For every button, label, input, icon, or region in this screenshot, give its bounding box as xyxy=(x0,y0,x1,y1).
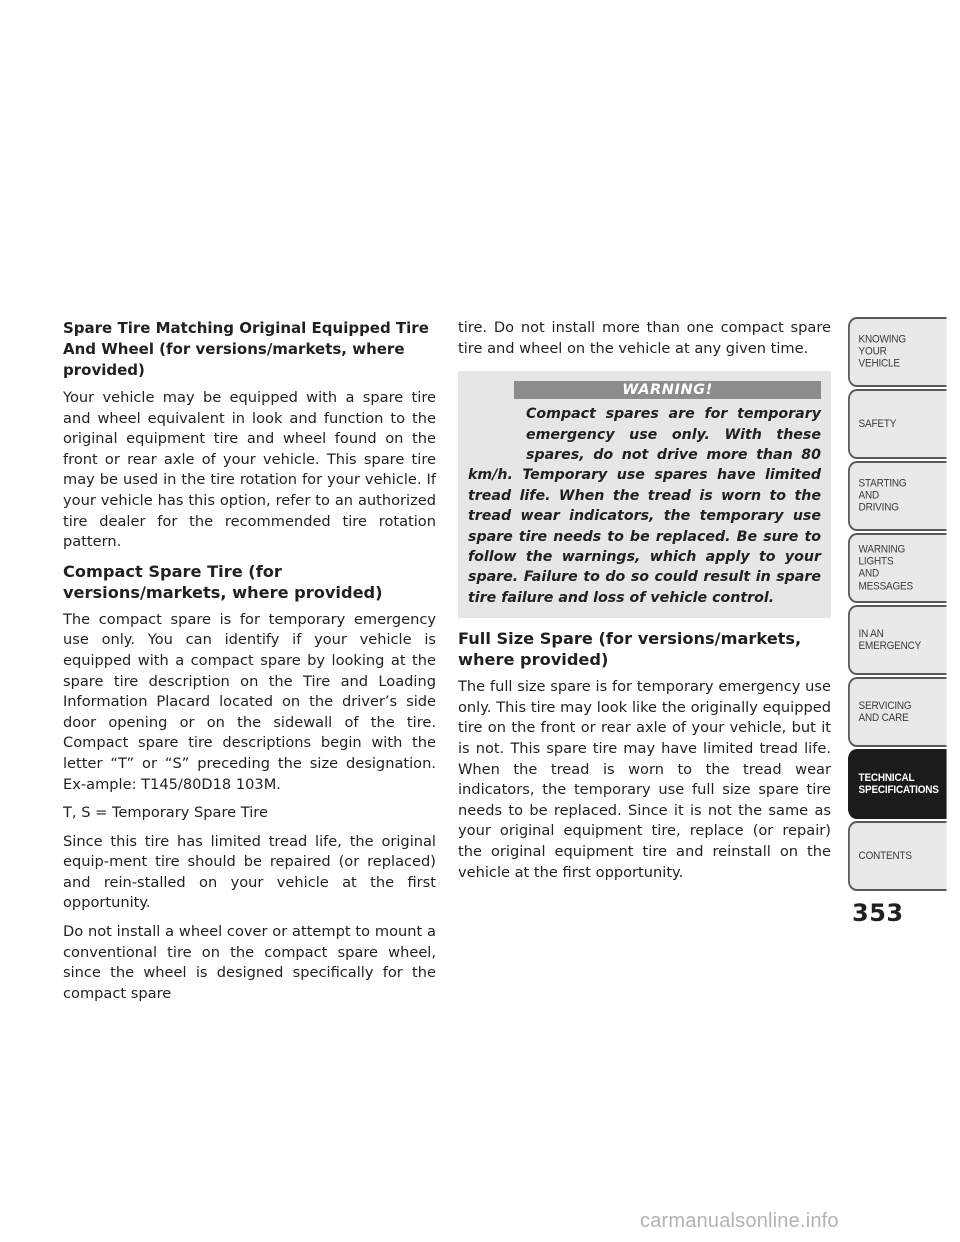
warning-title: WARNING! xyxy=(514,381,821,399)
tab-label: KNOWING YOUR VEHICLE xyxy=(858,333,906,371)
paragraph-temporary-spare-definition: T, S = Temporary Spare Tire xyxy=(63,804,268,822)
heading-full-size-spare: Full Size Spare (for versions/markets, where provided) xyxy=(458,629,802,670)
warning-text: Compact spares are for temporary emergency use only. With these spares, do not drive more than 80 km/h. Temporary use spares have limited tread life. When the tread is worn to the tread wear indicators, the temporary use spare tire needs to be replaced. Be sure to follow the warnings, which apply to your spare. Failure to do so could result in spare tire failure and loss of vehicle control. xyxy=(468,406,821,606)
tab-servicing-and-care[interactable] xyxy=(848,677,947,747)
paragraph-compact-intro: The compact spare is for temporary emergency use only. You can identify if your vehicle is equipped with a compact spare by looking at the spare tire description on the Tire and Loading Information Placard located on the driver’s side door opening or on the sidewall of the tire. Compact spare tire descriptions begin with the letter “T” or “S” preceding the size designation. Ex-ample: T145/80D18 103M. xyxy=(63,610,436,793)
left-column xyxy=(63,318,436,1012)
paragraph-spare-matching: Your vehicle may be equipped with a spare tire and wheel equivalent in look and function to the original equipment tire and wheel found on the front or rear axle of your vehicle. This spare tire may be used in the tire rotation for your vehicle. If your vehicle has this option, refer to an authorized tire dealer for the recommended tire rotation pattern. xyxy=(63,389,436,551)
paragraph-compact-continued: tire. Do not install more than one compact spare tire and wheel on the vehicle at any given time. xyxy=(458,319,831,357)
watermark: carmanualsonline.info xyxy=(640,1210,839,1232)
tab-contents[interactable] xyxy=(848,821,947,891)
paragraph-wheel-cover: Do not install a wheel cover or attempt to mount a conventional tire on the compact spare wheel, since the wheel is designed specifically for the compact spare xyxy=(63,923,436,1002)
tab-warning-lights-and-messages[interactable] xyxy=(848,533,947,603)
paragraph-full-size-spare: The full size spare is for temporary emergency use only. This tire may look like the originally equipped tire on the front or rear axle of your vehicle, but it is not. This spare tire may have limited tread life. When the tread is worn to the tread wear indicators, the temporary use full size spare tire needs to be replaced. Since it is not the same as your original equipment tire, replace (or repair) the original equipment tire and reinstall on the vehicle at the first opportunity. xyxy=(458,678,831,881)
tab-label: CONTENTS xyxy=(858,849,912,862)
warning-indent xyxy=(468,404,526,446)
warning-body xyxy=(468,404,821,608)
tab-label: SERVICING AND CARE xyxy=(858,699,912,724)
heading-compact-spare: Compact Spare Tire (for versions/markets, where provided) xyxy=(63,561,383,602)
tab-label: WARNING LIGHTS AND MESSAGES xyxy=(858,543,913,593)
tab-label: TECHNICAL SPECIFICATIONS xyxy=(858,771,939,796)
heading-spare-matching: Spare Tire Matching Original Equipped Tire And Wheel (for versions/markets, where provided) xyxy=(63,319,429,379)
tab-label: STARTING AND DRIVING xyxy=(858,477,907,515)
page-number: 353 xyxy=(852,899,904,927)
chapter-tabs xyxy=(848,317,960,893)
paragraph-limited-tread: Since this tire has limited tread life, the original equip-ment tire should be repaired (or replaced) and rein-stalled on your vehicle at the first opportunity. xyxy=(63,832,436,912)
tab-label: IN AN EMERGENCY xyxy=(858,627,922,652)
tab-label: SAFETY xyxy=(858,417,897,430)
warning-box xyxy=(458,371,831,618)
right-column xyxy=(458,318,831,891)
tab-knowing-your-vehicle[interactable] xyxy=(848,317,947,387)
tab-in-an-emergency[interactable] xyxy=(848,605,947,675)
tab-safety[interactable] xyxy=(848,389,947,459)
tab-starting-and-driving[interactable] xyxy=(848,461,947,531)
tab-technical-specifications[interactable] xyxy=(848,749,947,819)
